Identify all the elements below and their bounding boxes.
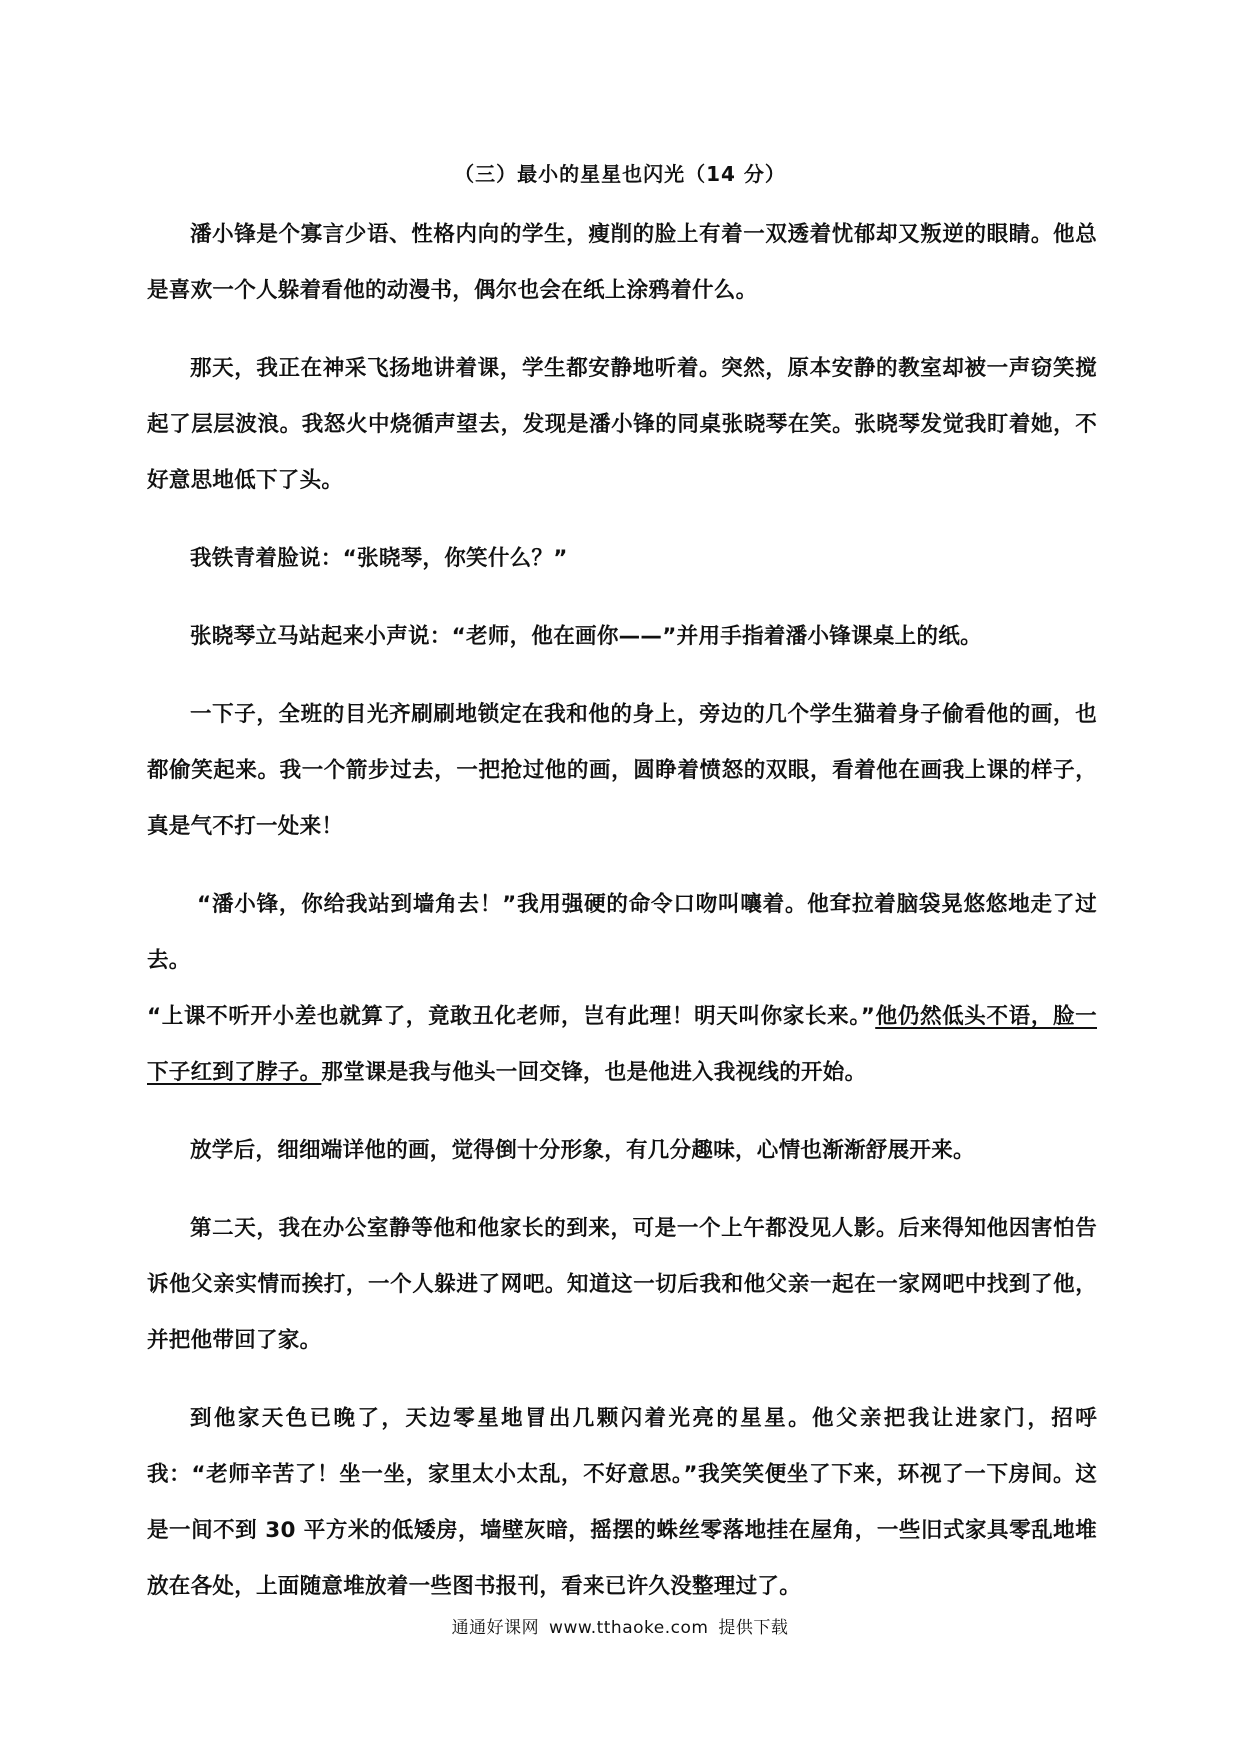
paragraph: 放学后，细细端详他的画，觉得倒十分形象，有几分趣味，心情也渐渐舒展开来。 bbox=[190, 1138, 975, 1163]
underlined-sentence: 他仍然低头不语，脸一下子红到了脖子。 bbox=[147, 1004, 1097, 1085]
paragraph: 第二天，我在办公室静等他和他家长的到来，可是一个上午都没见人影。后来得知他因害怕告诉他父亲实情而挨打，一个人躲进了网吧。知道这一切后我和他父亲一起在一家网吧中找到了他，并把他带回了家。 bbox=[147, 1216, 1097, 1353]
page-footer bbox=[0, 1613, 1240, 1638]
paragraph: 到他家天色已晚了，天边零星地冒出几颗闪着光亮的星星。他父亲把我让进家门，招呼我：“老师辛苦了！坐一坐，家里太小太乱，不好意思。”我笑笑便坐了下来，环视了一下房间。这是一间不到 30 平方米的低矮房，墙壁灰暗，摇摆的蛛丝零落地挂在屋角，一些旧式家具零乱地堆放在各处，上面随意堆放着一些图书报刊，看来已许久没整理过了。 bbox=[147, 1406, 1097, 1599]
paragraph-text: 那堂课是我与他头一回交锋，也是他进入我视线的开始。 bbox=[321, 1060, 867, 1085]
document-body bbox=[147, 207, 1097, 1637]
paragraph: 一下子，全班的目光齐刷刷地锁定在我和他的身上，旁边的几个学生猫着身子偷看他的画，也都偷笑起来。我一个箭步过去，一把抢过他的画，圆睁着愤怒的双眼，看着他在画我上课的样子，真是气不打一处来！ bbox=[147, 702, 1097, 839]
paragraph: “潘小锋，你给我站到墙角去！”我用强硬的命令口吻叫嚷着。他耷拉着脑袋晃悠悠地走了过去。 bbox=[147, 892, 1097, 973]
paragraph: 潘小锋是个寡言少语、性格内向的学生，瘦削的脸上有着一双透着忧郁却又叛逆的眼睛。他总是喜欢一个人躲着看他的动漫书，偶尔也会在纸上涂鸦着什么。 bbox=[147, 222, 1097, 303]
footer-url[interactable]: www.tthaoke.com bbox=[549, 1618, 709, 1638]
document-title: （三）最小的星星也闪光（14 分） bbox=[454, 162, 786, 186]
paragraph: 张晓琴立马站起来小声说：“老师，他在画你——”并用手指着潘小锋课桌上的纸。 bbox=[190, 624, 982, 649]
footer-suffix: 提供下载 bbox=[718, 1618, 789, 1638]
paragraph: 那天，我正在神采飞扬地讲着课，学生都安静地听着。突然，原本安静的教室却被一声窃笑搅起了层层波浪。我怒火中烧循声望去，发现是潘小锋的同桌张晓琴在笑。张晓琴发觉我盯着她，不好意思地低下了头。 bbox=[147, 356, 1097, 493]
paragraph: 我铁青着脸说：“张晓琴，你笑什么？” bbox=[190, 546, 568, 571]
paragraph-with-underline bbox=[147, 989, 1097, 1101]
footer-site-name: 通通好课网 bbox=[451, 1618, 540, 1638]
paragraph-text: “上课不听开小差也就算了，竟敢丑化老师，岂有此理！明天叫你家长来。” bbox=[147, 1004, 876, 1029]
